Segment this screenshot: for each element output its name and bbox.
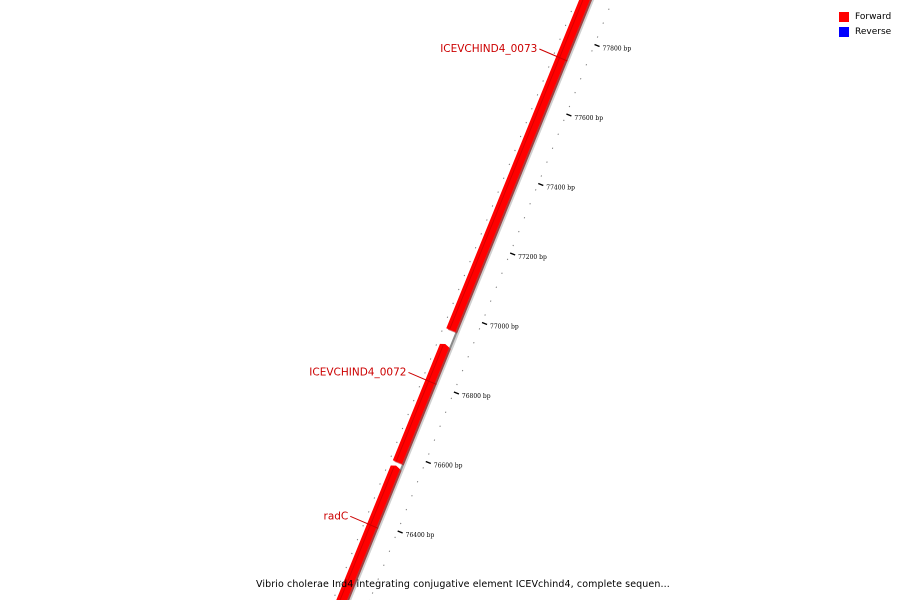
major-tick (398, 531, 403, 533)
forward-swatch (839, 12, 849, 22)
legend-forward-label: Forward (855, 11, 892, 22)
legend-reverse-label: Reverse (855, 26, 892, 37)
major-tick (538, 184, 543, 186)
legend-item-forward[interactable] (839, 9, 897, 24)
major-tick (566, 114, 571, 116)
tick-label: 77000 bp (490, 323, 519, 331)
tick-label: 76400 bp (405, 532, 435, 540)
major-tick (426, 462, 431, 464)
legend-item-reverse[interactable] (839, 24, 897, 39)
feature-label-icevchind4-0073[interactable]: ICEVCHIND4_0073 (440, 43, 538, 56)
feature-icevchind4-0072[interactable] (393, 344, 451, 466)
tick-label: 77200 bp (518, 254, 547, 262)
reverse-swatch (839, 27, 849, 37)
tick-label: 76800 bp (461, 393, 491, 401)
major-tick (510, 253, 515, 255)
major-tick (595, 45, 600, 47)
major-tick (454, 392, 459, 394)
tick-label: 77800 bp (602, 45, 632, 53)
feature-labels (309, 43, 567, 528)
feature-label-icevchind4-0072[interactable]: ICEVCHIND4_0072 (309, 366, 407, 379)
tick-label: 76600 bp (433, 462, 463, 470)
major-tick (482, 323, 487, 325)
tick-label: 77600 bp (574, 115, 604, 123)
tick-label: 77400 bp (546, 184, 575, 192)
feature-track (315, 0, 618, 600)
feature-label-radc[interactable]: radC (323, 510, 349, 523)
feature-highlight (396, 345, 443, 461)
feature-bar (393, 344, 449, 464)
legend (839, 9, 897, 39)
sequence-caption: Vibrio cholerae Ind4 integrating conjugative element ICEVchind4, complete sequen... (256, 579, 670, 590)
